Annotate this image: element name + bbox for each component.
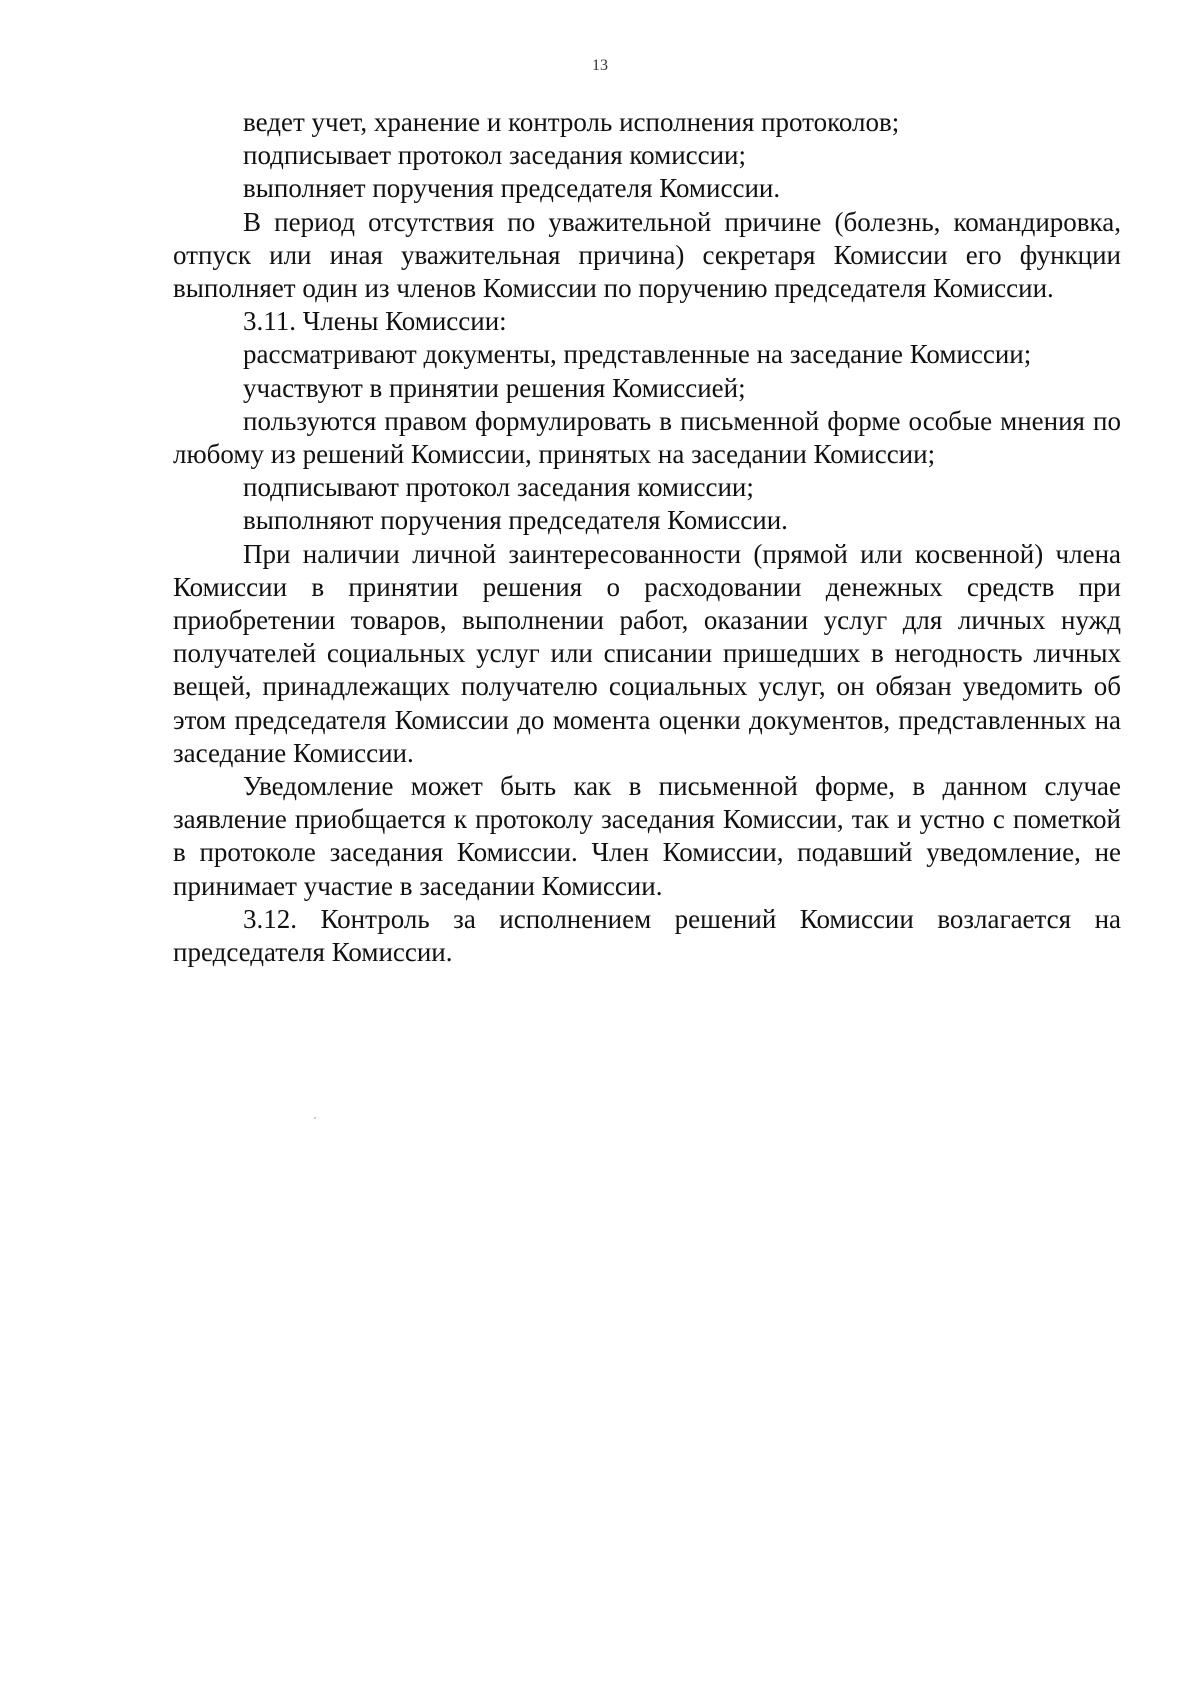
paragraph-conflict-of-interest: При наличии личной заинтересованности (прямой или косвенной) члена Комиссии в принятии решения о расходовании денежных средств при приобретении товаров, выполнении работ, оказании услуг для личных нужд получателей социальных услуг или списании пришедших в негодность личных вещей, принадлежащих получателю социальных услуг, он обязан уведомить об этом председателя Комиссии до момента оценки документов, представленных на заседание Комиссии. bbox=[173, 538, 1121, 768]
page-number: 13 bbox=[592, 57, 608, 74]
paragraph-members-opinions: пользуются правом формулировать в письменной форме особые мнения по любому из решений Комиссии, принятых на заседании Комиссии; bbox=[173, 405, 1121, 470]
paragraph-secretary-orders: выполняет поручения председателя Комиссии. bbox=[243, 173, 781, 204]
paragraph-members-review: рассматривают документы, представленные на заседание Комиссии; bbox=[243, 339, 1032, 370]
paragraph-secretary-absence: В период отсутствия по уважительной причине (болезнь, командировка, отпуск или иная уважительная причина) секретаря Комиссии его функции выполняет один из членов Комиссии по поручению председателя Комиссии. bbox=[173, 206, 1121, 304]
paragraph-secretary-records: ведет учет, хранение и контроль исполнения протоколов; bbox=[243, 107, 900, 137]
document-body bbox=[173, 106, 1121, 969]
paragraph-secretary-signs: подписывает протокол заседания комиссии; bbox=[243, 140, 747, 171]
paragraph-members-decide: участвуют в принятии решения Комиссией; bbox=[243, 372, 746, 403]
paragraph-members-sign: подписывают протокол заседания комиссии; bbox=[243, 472, 754, 503]
scan-artifact bbox=[314, 1117, 316, 1119]
paragraph-members-orders: выполняют поручения председателя Комиссии. bbox=[243, 505, 788, 536]
paragraph-notification: Уведомление может быть как в письменной форме, в данном случае заявление приобщается к протоколу заседания Комиссии, так и устно с пометкой в протоколе заседания Комиссии. Член Комиссии, подавший уведомление, не принимает участие в заседании Комиссии. bbox=[173, 771, 1121, 901]
section-heading-3-11: 3.11. Члены Комиссии: bbox=[243, 306, 507, 337]
section-3-12-control: 3.12. Контроль за исполнением решений Комиссии возлагается на председателя Комиссии. bbox=[173, 903, 1121, 968]
